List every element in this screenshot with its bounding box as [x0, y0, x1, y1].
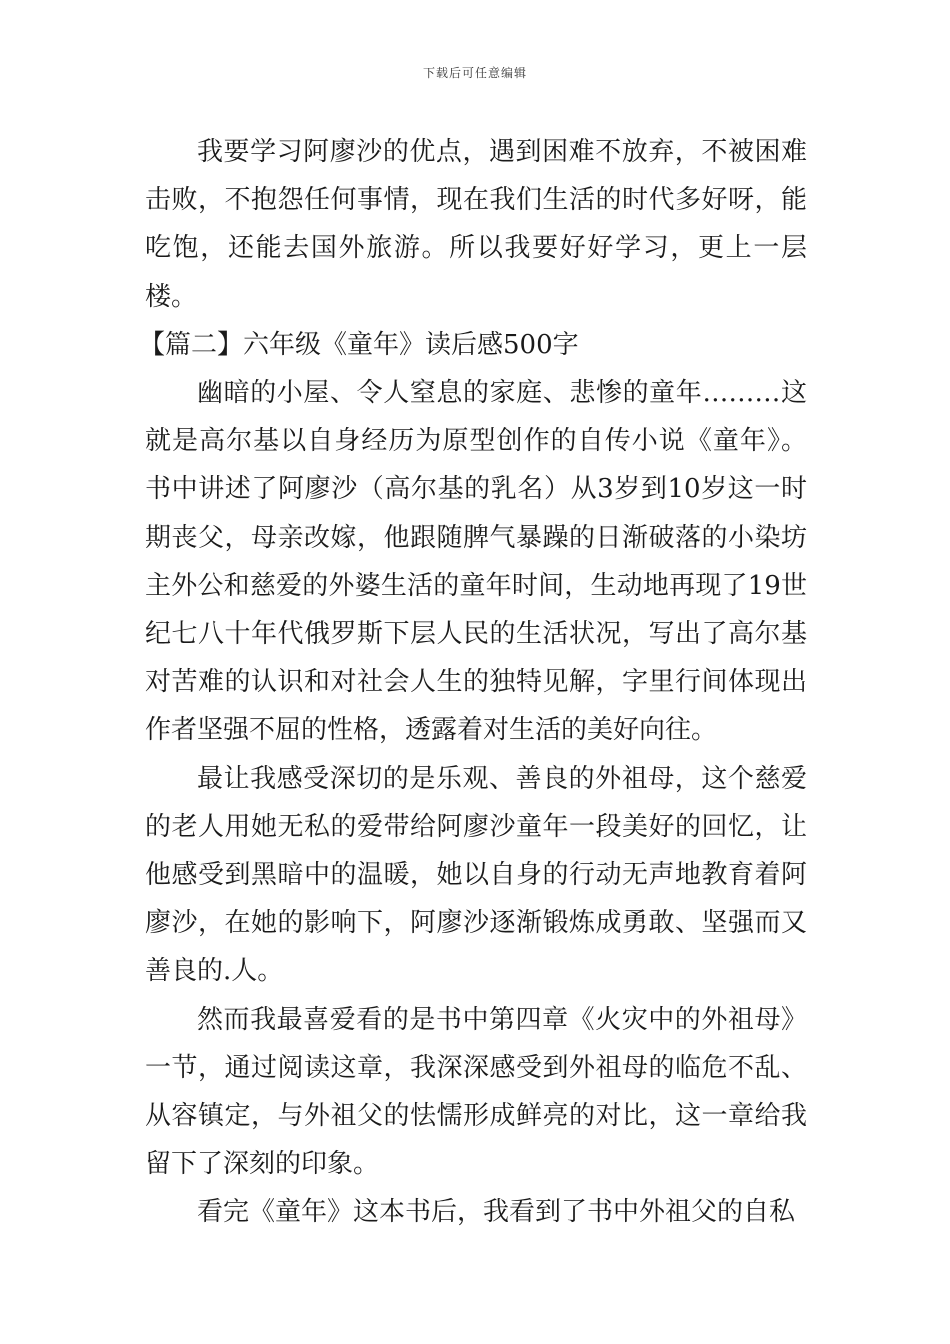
- paragraph-intro: 我要学习阿廖沙的优点，遇到困难不放弃，不被困难击败，不抱怨任何事情，现在我们生活的时代多好呀，能吃饱，还能去国外旅游。所以我要好好学习，更上一层楼。: [145, 137, 807, 312]
- paragraph-conclusion: 看完《童年》这本书后，我看到了书中外祖父的自私: [197, 1197, 796, 1228]
- document-body: [139, 128, 807, 1237]
- page-header: 下载后可任意编辑: [422, 66, 527, 80]
- section-heading: 【篇二】六年级《童年》读后感500字: [139, 329, 579, 360]
- paragraph-grandmother: 最让我感受深切的是乐观、善良的外祖母，这个慈爱的老人用她无私的爱带给阿廖沙童年一段美好的回忆，让他感受到黑暗中的温暖，她以自身的行动无声地教育着阿廖沙，在她的影响下，阿廖沙逐渐锻炼成勇敢、坚强而又善良的.人。: [145, 763, 807, 987]
- paragraph-chapter-four: 然而我最喜爱看的是书中第四章《火灾中的外祖母》一节，通过阅读这章，我深深感受到外祖母的临危不乱、从容镇定，与外祖父的怯懦形成鲜亮的对比，这一章给我留下了深刻的印象。: [145, 1004, 807, 1180]
- paragraph-summary: 幽暗的小屋、令人窒息的家庭、悲惨的童年………这就是高尔基以自身经历为原型创作的自传小说《童年》。书中讲述了阿廖沙（高尔基的乳名）从3岁到10岁这一时期丧父，母亲改嫁，他跟随脾气暴躁的日渐破落的小染坊主外公和慈爱的外婆生活的童年时间，生动地再现了19世纪七八十年代俄罗斯下层人民的生活状况，写出了高尔基对苦难的认识和对社会人生的独特见解，字里行间体现出作者坚强不屈的性格，透露着对生活的美好向往。: [145, 378, 807, 746]
